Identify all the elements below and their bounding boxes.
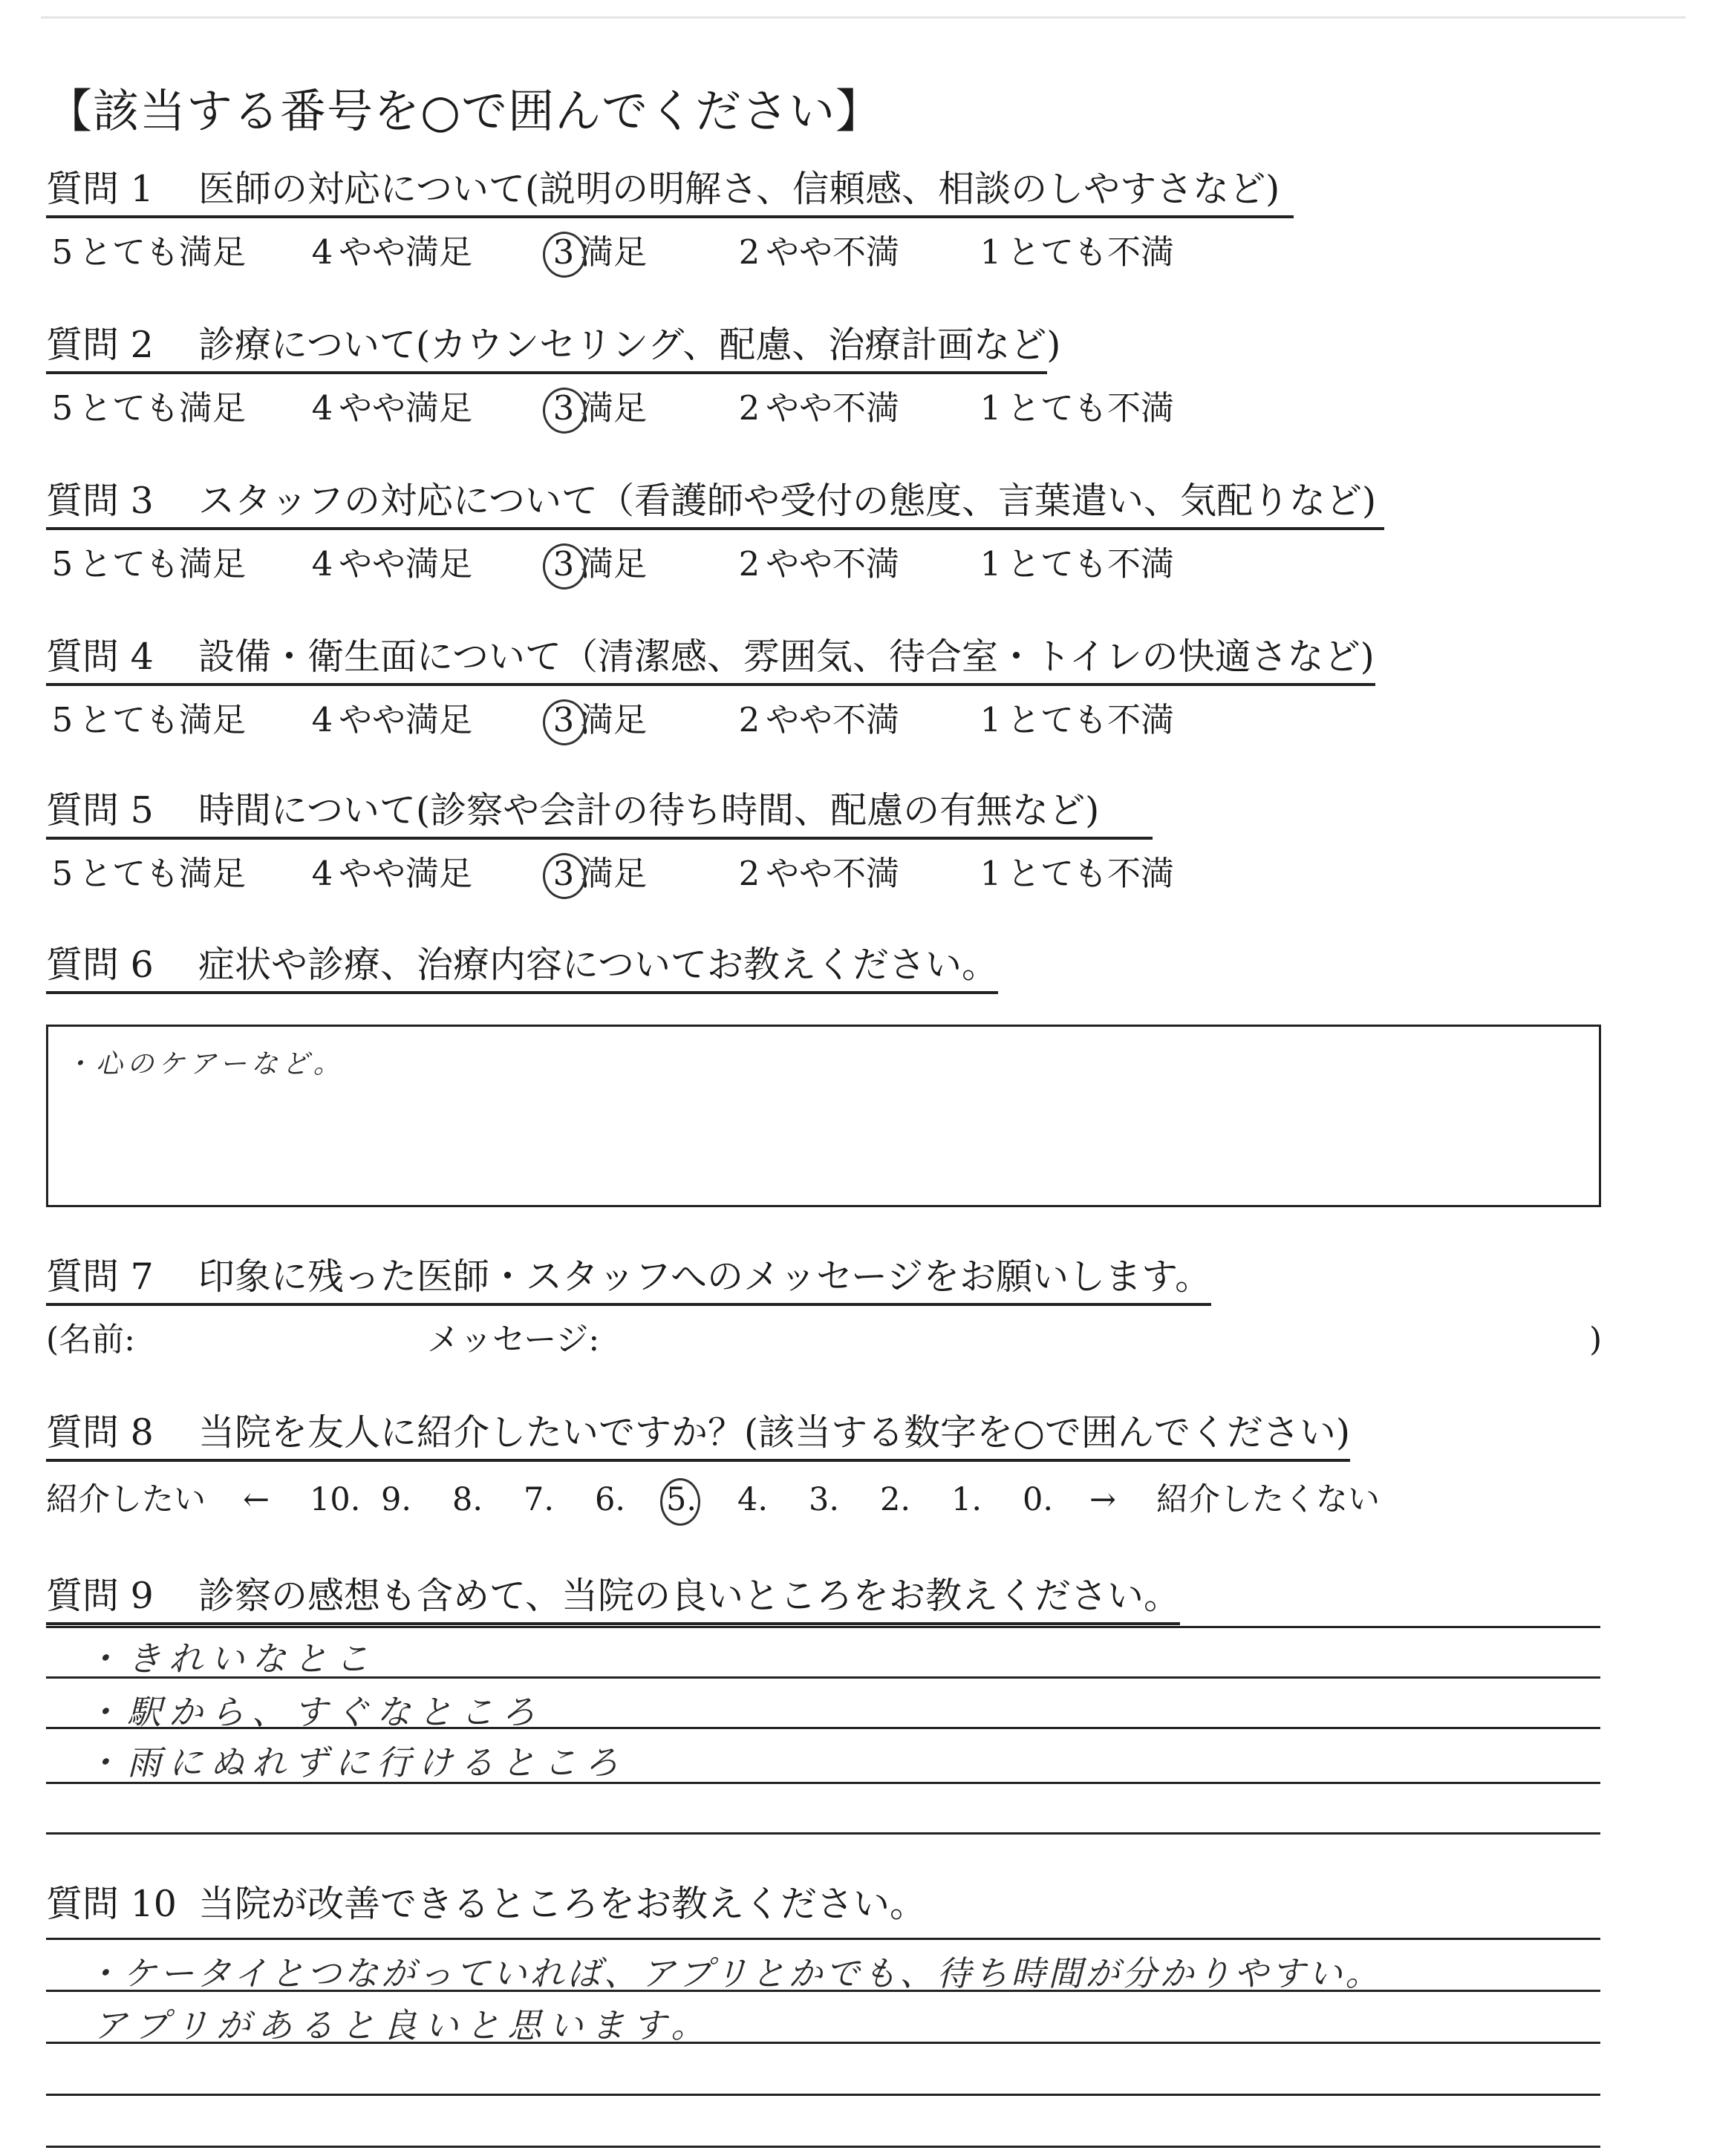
rating-label: とても満足: [79, 544, 247, 584]
rating-number: 5: [51, 854, 74, 893]
rating-number: 5: [51, 388, 74, 428]
question-text: 設備・衛生面について（清潔感、雰囲気、待合室・トイレの快適さなど): [198, 636, 1375, 678]
q10-heading: [46, 1878, 926, 1930]
rating-label: やや満足: [339, 544, 473, 584]
rating-option-5[interactable]: [46, 230, 246, 275]
rating-number: 3: [547, 230, 580, 275]
q1-heading: [46, 163, 1294, 218]
rating-option-2[interactable]: [733, 542, 899, 587]
q6-heading: [46, 939, 998, 994]
q9-answer-line: ・駅から、すぐなところ: [85, 1692, 543, 1732]
q9-heading: [46, 1570, 1180, 1625]
question-number: 質問 2: [46, 324, 154, 366]
q8-text: 当院を友人に紹介したいですか？(該当する数字を○で囲んでください): [198, 1411, 1350, 1454]
q7-text: 印象に残った医師・スタッフへのメッセージをお願いします。: [198, 1255, 1212, 1298]
rating-scale: [46, 386, 1271, 431]
rating-scale: [46, 698, 1271, 742]
recommend-option[interactable]: 8.: [452, 1481, 483, 1518]
recommend-option[interactable]: 3.: [809, 1481, 840, 1518]
right-arrow-icon: →: [1089, 1481, 1117, 1518]
rating-label: とても不満: [1007, 232, 1175, 272]
q10-rule: [46, 1938, 1600, 1940]
rating-option-5[interactable]: [46, 386, 246, 431]
rating-label: やや不満: [766, 232, 900, 272]
rating-option-1[interactable]: [974, 230, 1174, 275]
top-divider: [41, 16, 1686, 19]
rating-number: 5: [51, 232, 74, 272]
rating-option-3[interactable]: [547, 542, 647, 587]
q7-number: 質問 7: [46, 1255, 154, 1298]
rating-option-3[interactable]: [547, 698, 647, 742]
rating-label: とても満足: [79, 232, 247, 272]
q9-text: 診察の感想も含めて、当院の良いところをお教えください。: [198, 1575, 1181, 1617]
q5-heading: [46, 785, 1153, 840]
rating-label: 満足: [580, 388, 648, 428]
recommend-option[interactable]: 9.: [381, 1481, 412, 1518]
rating-number: 3: [547, 386, 580, 431]
rating-option-3[interactable]: [547, 386, 647, 431]
rating-scale: [46, 230, 1271, 275]
rating-label: やや満足: [339, 700, 473, 739]
question-text: スタッフの対応について（看護師や受付の態度、言葉遣い、気配りなど): [198, 480, 1377, 522]
rating-number: 3: [547, 852, 580, 896]
q10-answer-line: ・ケータイとつながっていれば、アプリとかでも、待ち時間が分かりやすい。: [85, 1953, 1383, 1993]
left-arrow-icon: ←: [243, 1481, 270, 1518]
rating-label: やや不満: [766, 388, 900, 428]
rating-scale: [46, 542, 1271, 587]
rating-number: 2: [738, 854, 760, 893]
rating-option-4[interactable]: [306, 542, 472, 587]
rating-label: やや不満: [766, 544, 900, 584]
question-text: 医師の対応について(説明の明解さ、信頼感、相談のしやすさなど): [198, 168, 1280, 210]
rating-number: 1: [980, 232, 1002, 272]
rating-option-3[interactable]: [547, 852, 647, 896]
q10-rule: [46, 2146, 1600, 2148]
question-number: 質問 1: [46, 168, 154, 210]
question-text: 時間について(診察や会計の待ち時間、配慮の有無など): [198, 789, 1100, 832]
instruction-heading: 【該当する番号を○で囲んでください】: [46, 84, 883, 138]
recommend-option[interactable]: 4.: [737, 1481, 769, 1518]
rating-label: やや満足: [339, 854, 473, 893]
rating-number: 4: [311, 544, 333, 584]
rating-option-1[interactable]: [974, 542, 1174, 587]
q2-heading: [46, 319, 1061, 374]
rating-label: とても不満: [1007, 700, 1175, 739]
q10-rule: [46, 2094, 1600, 2096]
rating-number: 1: [980, 388, 1002, 428]
rating-number: 2: [738, 232, 760, 272]
rating-label: 満足: [580, 700, 648, 739]
rating-label: とても満足: [79, 388, 247, 428]
question-number: 質問 5: [46, 789, 154, 832]
recommend-right-label: 紹介したくない: [1156, 1481, 1380, 1518]
rating-number: 4: [311, 388, 333, 428]
rating-option-1[interactable]: [974, 386, 1174, 431]
rating-label: 満足: [580, 854, 648, 893]
q6-text: 症状や診療、治療内容についてお教えください。: [198, 944, 999, 986]
rating-label: 満足: [580, 544, 648, 584]
recommend-scale: [46, 1474, 1606, 1526]
rating-option-1[interactable]: [974, 698, 1174, 742]
rating-number: 2: [738, 544, 760, 584]
rating-number: 1: [980, 700, 1002, 739]
rating-option-2[interactable]: [733, 852, 899, 896]
rating-label: とても不満: [1007, 388, 1175, 428]
rating-option-1[interactable]: [974, 852, 1174, 896]
q9-number: 質問 9: [46, 1575, 154, 1617]
rating-number: 1: [980, 544, 1002, 584]
rating-option-5[interactable]: [46, 698, 246, 742]
question-number: 質問 4: [46, 636, 154, 678]
rating-label: やや不満: [766, 700, 900, 739]
recommend-option[interactable]: 7.: [524, 1481, 555, 1518]
q7-close-paren: ): [1589, 1321, 1603, 1359]
rating-number: 4: [311, 854, 333, 893]
rating-option-4[interactable]: [306, 230, 472, 275]
rating-label: とても満足: [79, 700, 247, 739]
rating-label: とても満足: [79, 854, 247, 893]
q9-rule: [46, 1832, 1600, 1835]
rating-number: 3: [547, 542, 580, 587]
rating-scale: [46, 852, 1271, 896]
recommend-option[interactable]: 5.: [666, 1474, 697, 1526]
q7-message-label: メッセージ:: [427, 1321, 600, 1359]
rating-number: 5: [51, 544, 74, 584]
rating-number: 4: [311, 232, 333, 272]
question-number: 質問 3: [46, 480, 154, 522]
rating-number: 2: [738, 700, 760, 739]
q9-rule: [46, 1626, 1600, 1628]
recommend-option[interactable]: 10.: [310, 1481, 361, 1518]
q9-answer-line: ・きれいなとこ: [85, 1639, 377, 1679]
q6-number: 質問 6: [46, 944, 154, 986]
recommend-option[interactable]: 0.: [1023, 1481, 1054, 1518]
rating-option-2[interactable]: [733, 386, 899, 431]
q4-heading: [46, 631, 1375, 686]
rating-label: とても不満: [1007, 544, 1175, 584]
q9-answer-line: ・雨にぬれずに行けるところ: [85, 1742, 626, 1783]
recommend-option[interactable]: 6.: [595, 1481, 626, 1518]
q7-name-label: (名前:: [46, 1321, 135, 1359]
q6-answer: ・心のケアーなど。: [65, 1049, 345, 1079]
recommend-option[interactable]: 2.: [880, 1481, 911, 1518]
q10-text: 当院が改善できるところをお教えください。: [198, 1883, 927, 1925]
recommend-left-label: 紹介したい: [46, 1481, 206, 1518]
rating-option-4[interactable]: [306, 698, 472, 742]
q8-number: 質問 8: [46, 1411, 154, 1454]
rating-number: 3: [547, 698, 580, 742]
rating-number: 5: [51, 700, 74, 739]
q6-answer-box[interactable]: [46, 1025, 1601, 1207]
rating-option-3[interactable]: [547, 230, 647, 275]
rating-number: 2: [738, 388, 760, 428]
rating-option-4[interactable]: [306, 852, 472, 896]
rating-option-5[interactable]: [46, 542, 246, 587]
rating-option-2[interactable]: [733, 698, 899, 742]
q7-heading: [46, 1251, 1211, 1306]
q10-number: 質問 10: [46, 1883, 177, 1925]
rating-option-2[interactable]: [733, 230, 899, 275]
rating-label: 満足: [580, 232, 648, 272]
rating-label: とても不満: [1007, 854, 1175, 893]
rating-number: 4: [311, 700, 333, 739]
q10-answer-line: アプリがあると良いと思います。: [93, 2005, 713, 2045]
rating-option-5[interactable]: [46, 852, 246, 896]
q8-heading: [46, 1407, 1350, 1462]
rating-label: やや満足: [339, 232, 473, 272]
rating-number: 1: [980, 854, 1002, 893]
rating-option-4[interactable]: [306, 386, 472, 431]
rating-label: やや満足: [339, 388, 473, 428]
q3-heading: [46, 475, 1384, 530]
recommend-option[interactable]: 1.: [951, 1481, 982, 1518]
rating-label: やや不満: [766, 854, 900, 893]
question-text: 診療について(カウンセリング、配慮、治療計画など): [198, 324, 1061, 366]
